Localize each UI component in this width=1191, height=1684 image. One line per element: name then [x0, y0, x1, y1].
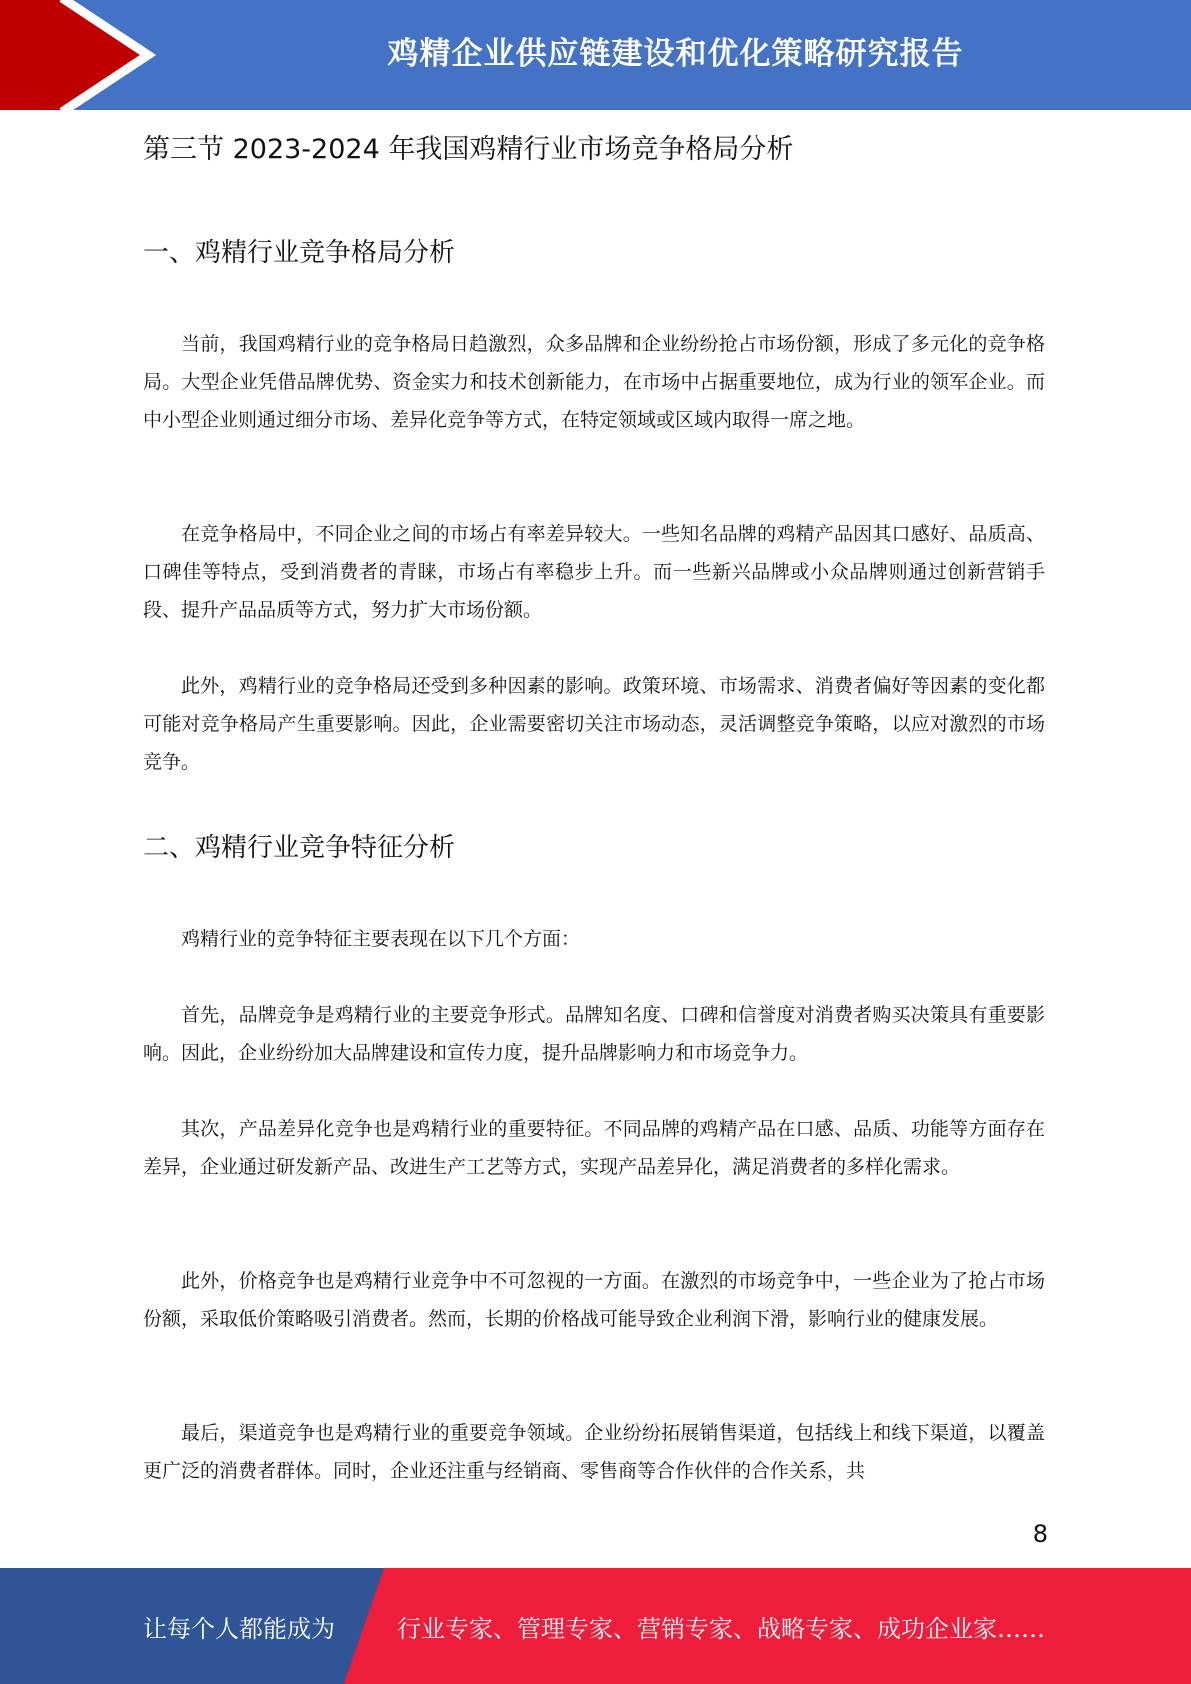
subsection-heading-competition-pattern: 一、鸡精行业竞争格局分析: [143, 238, 456, 268]
paragraph: 当前，我国鸡精行业的竞争格局日趋激烈，众多品牌和企业纷纷抢占市场份额，形成了多元化的竞争格局。大型企业凭借品牌优势、资金实力和技术创新能力，在市场中占据重要地位，成为行业的领军企业。而中小型企业则通过细分市场、差异化竞争等方式，在特定领域或区域内取得一席之地。: [143, 333, 1045, 431]
paragraph: 此外，鸡精行业的竞争格局还受到多种因素的影响。政策环境、市场需求、消费者偏好等因素的变化都可能对竞争格局产生重要影响。因此，企业需要密切关注市场动态，灵活调整竞争策略，以应对激烈的市场竞争。: [143, 675, 1045, 773]
paragraph: 在竞争格局中，不同企业之间的市场占有率差异较大。一些知名品牌的鸡精产品因其口感好、品质高、口碑佳等特点，受到消费者的青睐，市场占有率稳步上升。而一些新兴品牌或小众品牌则通过创新营销手段、提升产品品质等方式，努力扩大市场份额。: [143, 523, 1045, 621]
page-header: [0, 0, 1191, 110]
page-number: 8: [1032, 1520, 1048, 1548]
footer-slogan-left: 让每个人都能成为: [143, 1614, 335, 1643]
paragraph: 此外，价格竞争也是鸡精行业竞争中不可忽视的一方面。在激烈的市场竞争中，一些企业为了抢占市场份额，采取低价策略吸引消费者。然而，长期的价格战可能导致企业利润下滑，影响行业的健康发展。: [143, 1270, 1045, 1330]
page-footer: [0, 1568, 1191, 1684]
report-title: 鸡精企业供应链建设和优化策略研究报告: [387, 35, 964, 72]
paragraph: 其次，产品差异化竞争也是鸡精行业的重要特征。不同品牌的鸡精产品在口感、品质、功能等方面存在差异，企业通过研发新产品、改进生产工艺等方式，实现产品差异化，满足消费者的多样化需求。: [143, 1118, 1045, 1178]
red-chevron-logo-icon: [0, 0, 160, 110]
section-title: 第三节 2023-2024 年我国鸡精行业市场竞争格局分析: [143, 134, 794, 165]
paragraph: 最后，渠道竞争也是鸡精行业的重要竞争领域。企业纷纷拓展销售渠道，包括线上和线下渠道，以覆盖更广泛的消费者群体。同时，企业还注重与经销商、零售商等合作伙伴的合作关系，共: [143, 1422, 1045, 1482]
subsection-heading-competition-features: 二、鸡精行业竞争特征分析: [143, 833, 456, 863]
paragraph: 鸡精行业的竞争特征主要表现在以下几个方面：: [181, 928, 581, 950]
footer-slogan-right: 行业专家、管理专家、营销专家、战略专家、成功企业家……: [397, 1614, 1045, 1643]
paragraph: 首先，品牌竞争是鸡精行业的主要竞争形式。品牌知名度、口碑和信誉度对消费者购买决策具有重要影响。因此，企业纷纷加大品牌建设和宣传力度，提升品牌影响力和市场竞争力。: [143, 1004, 1045, 1064]
